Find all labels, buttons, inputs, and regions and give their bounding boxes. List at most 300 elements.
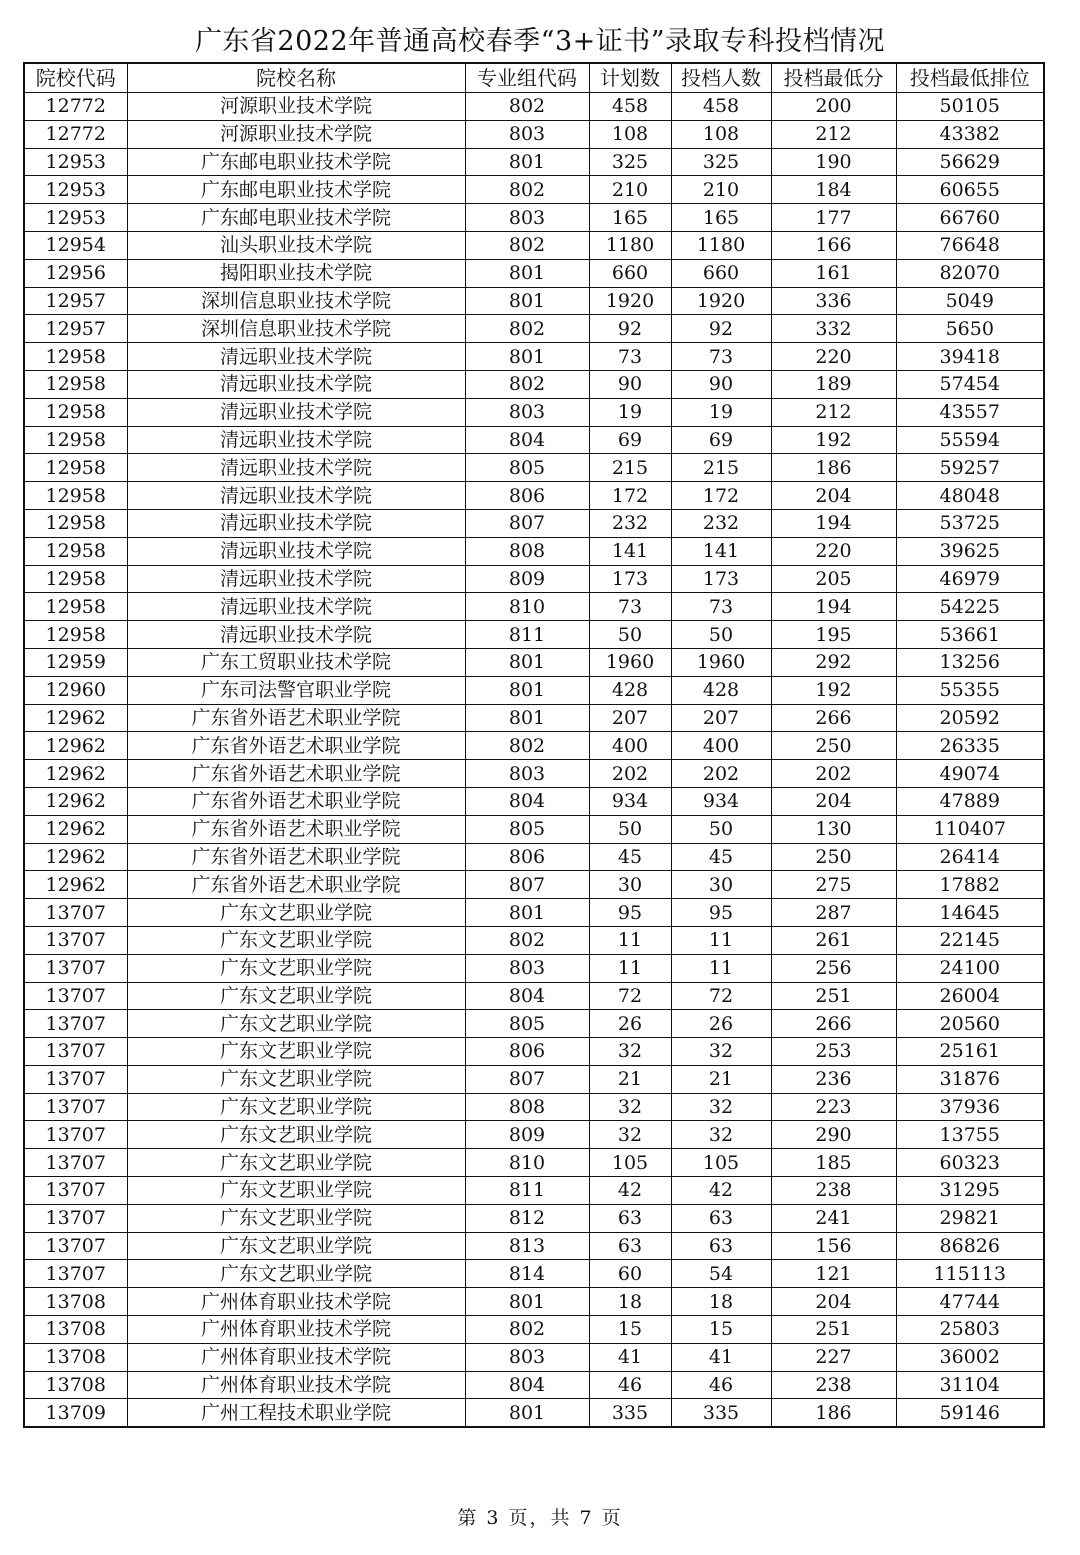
cell-school-name: 广东司法警官职业学院 xyxy=(127,676,465,704)
table-row xyxy=(24,231,1044,259)
cell-min-score: 220 xyxy=(771,537,896,565)
cell-school-code: 13707 xyxy=(24,899,127,927)
table-row xyxy=(24,93,1044,121)
cell-school-code: 12953 xyxy=(24,176,127,204)
cell-admitted-count: 42 xyxy=(671,1177,771,1205)
cell-group-code: 811 xyxy=(465,621,589,649)
cell-school-name: 广东文艺职业学院 xyxy=(127,1232,465,1260)
cell-min-score: 202 xyxy=(771,760,896,788)
cell-plan-count: 207 xyxy=(589,704,671,732)
cell-school-code: 12958 xyxy=(24,509,127,537)
cell-group-code: 810 xyxy=(465,1149,589,1177)
cell-school-name: 广东省外语艺术职业学院 xyxy=(127,704,465,732)
table-row xyxy=(24,1288,1044,1316)
cell-admitted-count: 1920 xyxy=(671,287,771,315)
cell-school-name: 清远职业技术学院 xyxy=(127,482,465,510)
table-row xyxy=(24,426,1044,454)
cell-group-code: 806 xyxy=(465,482,589,510)
cell-min-rank: 82070 xyxy=(896,259,1044,287)
cell-min-score: 266 xyxy=(771,1010,896,1038)
cell-min-rank: 14645 xyxy=(896,899,1044,927)
admission-table xyxy=(23,62,1045,1428)
cell-school-name: 广东文艺职业学院 xyxy=(127,1038,465,1066)
cell-min-rank: 5650 xyxy=(896,315,1044,343)
cell-school-code: 13707 xyxy=(24,1204,127,1232)
cell-admitted-count: 50 xyxy=(671,815,771,843)
cell-min-rank: 59257 xyxy=(896,454,1044,482)
page-title: 广东省2022年普通高校春季“3+证书”录取专科投档情况 xyxy=(194,26,886,57)
cell-group-code: 804 xyxy=(465,426,589,454)
cell-min-score: 251 xyxy=(771,982,896,1010)
cell-min-rank: 17882 xyxy=(896,871,1044,899)
cell-min-score: 194 xyxy=(771,593,896,621)
cell-group-code: 812 xyxy=(465,1204,589,1232)
header-min-score: 投档最低分 xyxy=(771,63,896,93)
cell-admitted-count: 660 xyxy=(671,259,771,287)
cell-school-name: 清远职业技术学院 xyxy=(127,454,465,482)
cell-admitted-count: 207 xyxy=(671,704,771,732)
cell-plan-count: 73 xyxy=(589,343,671,371)
cell-admitted-count: 45 xyxy=(671,843,771,871)
cell-plan-count: 18 xyxy=(589,1288,671,1316)
cell-min-score: 253 xyxy=(771,1038,896,1066)
cell-plan-count: 95 xyxy=(589,899,671,927)
cell-plan-count: 50 xyxy=(589,815,671,843)
cell-plan-count: 11 xyxy=(589,926,671,954)
cell-school-name: 清远职业技术学院 xyxy=(127,426,465,454)
cell-min-score: 290 xyxy=(771,1121,896,1149)
cell-group-code: 803 xyxy=(465,760,589,788)
cell-school-name: 清远职业技术学院 xyxy=(127,398,465,426)
cell-group-code: 808 xyxy=(465,537,589,565)
table-row xyxy=(24,537,1044,565)
cell-school-code: 13707 xyxy=(24,1260,127,1288)
cell-school-code: 12957 xyxy=(24,315,127,343)
header-admitted-count: 投档人数 xyxy=(671,63,771,93)
cell-min-score: 130 xyxy=(771,815,896,843)
cell-admitted-count: 46 xyxy=(671,1371,771,1399)
table-row xyxy=(24,204,1044,232)
cell-admitted-count: 50 xyxy=(671,621,771,649)
cell-min-rank: 54225 xyxy=(896,593,1044,621)
table-row xyxy=(24,1399,1044,1427)
cell-admitted-count: 32 xyxy=(671,1038,771,1066)
cell-group-code: 803 xyxy=(465,398,589,426)
cell-admitted-count: 458 xyxy=(671,93,771,121)
cell-min-rank: 37936 xyxy=(896,1093,1044,1121)
cell-min-rank: 46979 xyxy=(896,565,1044,593)
cell-school-code: 12772 xyxy=(24,93,127,121)
cell-school-name: 广东文艺职业学院 xyxy=(127,1093,465,1121)
cell-plan-count: 63 xyxy=(589,1204,671,1232)
header-group-code: 专业组代码 xyxy=(465,63,589,93)
cell-min-score: 192 xyxy=(771,426,896,454)
table-row xyxy=(24,648,1044,676)
cell-school-name: 清远职业技术学院 xyxy=(127,621,465,649)
cell-school-code: 13707 xyxy=(24,1093,127,1121)
cell-admitted-count: 202 xyxy=(671,760,771,788)
cell-school-code: 12960 xyxy=(24,676,127,704)
cell-min-rank: 36002 xyxy=(896,1343,1044,1371)
cell-min-score: 212 xyxy=(771,120,896,148)
table-row xyxy=(24,1121,1044,1149)
cell-admitted-count: 232 xyxy=(671,509,771,537)
cell-min-score: 250 xyxy=(771,843,896,871)
cell-group-code: 807 xyxy=(465,1065,589,1093)
cell-school-name: 清远职业技术学院 xyxy=(127,593,465,621)
cell-school-code: 12958 xyxy=(24,565,127,593)
cell-min-score: 192 xyxy=(771,676,896,704)
cell-school-name: 深圳信息职业技术学院 xyxy=(127,287,465,315)
cell-min-rank: 57454 xyxy=(896,370,1044,398)
cell-school-name: 清远职业技术学院 xyxy=(127,565,465,593)
cell-school-code: 13707 xyxy=(24,1010,127,1038)
cell-group-code: 804 xyxy=(465,982,589,1010)
cell-school-code: 12958 xyxy=(24,370,127,398)
cell-admitted-count: 54 xyxy=(671,1260,771,1288)
cell-school-code: 12958 xyxy=(24,454,127,482)
cell-group-code: 808 xyxy=(465,1093,589,1121)
cell-school-name: 广东文艺职业学院 xyxy=(127,1260,465,1288)
cell-min-score: 184 xyxy=(771,176,896,204)
cell-min-score: 156 xyxy=(771,1232,896,1260)
cell-group-code: 809 xyxy=(465,1121,589,1149)
table-row xyxy=(24,732,1044,760)
cell-school-code: 13707 xyxy=(24,1065,127,1093)
cell-school-name: 广东邮电职业技术学院 xyxy=(127,148,465,176)
table-row xyxy=(24,815,1044,843)
cell-min-rank: 53725 xyxy=(896,509,1044,537)
cell-plan-count: 232 xyxy=(589,509,671,537)
cell-plan-count: 210 xyxy=(589,176,671,204)
cell-group-code: 807 xyxy=(465,509,589,537)
cell-school-code: 13708 xyxy=(24,1371,127,1399)
cell-min-rank: 47889 xyxy=(896,787,1044,815)
cell-plan-count: 934 xyxy=(589,787,671,815)
cell-plan-count: 1180 xyxy=(589,231,671,259)
table-row xyxy=(24,259,1044,287)
table-row xyxy=(24,120,1044,148)
cell-min-rank: 86826 xyxy=(896,1232,1044,1260)
cell-min-score: 275 xyxy=(771,871,896,899)
cell-school-name: 广州体育职业技术学院 xyxy=(127,1316,465,1344)
cell-admitted-count: 173 xyxy=(671,565,771,593)
cell-admitted-count: 18 xyxy=(671,1288,771,1316)
cell-admitted-count: 15 xyxy=(671,1316,771,1344)
cell-plan-count: 32 xyxy=(589,1093,671,1121)
cell-plan-count: 26 xyxy=(589,1010,671,1038)
cell-min-score: 200 xyxy=(771,93,896,121)
cell-min-rank: 13755 xyxy=(896,1121,1044,1149)
table-row xyxy=(24,1371,1044,1399)
cell-school-code: 12962 xyxy=(24,871,127,899)
table-row xyxy=(24,899,1044,927)
cell-group-code: 803 xyxy=(465,120,589,148)
table-row xyxy=(24,760,1044,788)
table-row xyxy=(24,676,1044,704)
cell-min-score: 332 xyxy=(771,315,896,343)
cell-school-name: 河源职业技术学院 xyxy=(127,93,465,121)
cell-plan-count: 32 xyxy=(589,1121,671,1149)
cell-plan-count: 173 xyxy=(589,565,671,593)
cell-plan-count: 63 xyxy=(589,1232,671,1260)
cell-group-code: 801 xyxy=(465,287,589,315)
cell-school-code: 12957 xyxy=(24,287,127,315)
cell-group-code: 805 xyxy=(465,1010,589,1038)
cell-group-code: 814 xyxy=(465,1260,589,1288)
cell-admitted-count: 141 xyxy=(671,537,771,565)
cell-plan-count: 73 xyxy=(589,593,671,621)
cell-min-score: 205 xyxy=(771,565,896,593)
table-row xyxy=(24,1177,1044,1205)
table-row xyxy=(24,982,1044,1010)
cell-group-code: 809 xyxy=(465,565,589,593)
cell-school-name: 深圳信息职业技术学院 xyxy=(127,315,465,343)
cell-group-code: 802 xyxy=(465,1316,589,1344)
cell-plan-count: 90 xyxy=(589,370,671,398)
cell-school-code: 12962 xyxy=(24,732,127,760)
table-row xyxy=(24,704,1044,732)
cell-group-code: 801 xyxy=(465,1288,589,1316)
cell-school-name: 广东文艺职业学院 xyxy=(127,1010,465,1038)
cell-group-code: 803 xyxy=(465,204,589,232)
cell-group-code: 803 xyxy=(465,954,589,982)
cell-school-code: 12958 xyxy=(24,621,127,649)
cell-group-code: 801 xyxy=(465,648,589,676)
cell-min-rank: 50105 xyxy=(896,93,1044,121)
cell-plan-count: 215 xyxy=(589,454,671,482)
table-row xyxy=(24,148,1044,176)
cell-school-name: 广东文艺职业学院 xyxy=(127,1065,465,1093)
cell-plan-count: 335 xyxy=(589,1399,671,1427)
cell-plan-count: 15 xyxy=(589,1316,671,1344)
table-row xyxy=(24,1149,1044,1177)
cell-min-rank: 60323 xyxy=(896,1149,1044,1177)
table-row xyxy=(24,1093,1044,1121)
cell-plan-count: 21 xyxy=(589,1065,671,1093)
cell-school-code: 12962 xyxy=(24,704,127,732)
cell-min-score: 287 xyxy=(771,899,896,927)
cell-admitted-count: 26 xyxy=(671,1010,771,1038)
table-row xyxy=(24,343,1044,371)
cell-min-rank: 49074 xyxy=(896,760,1044,788)
cell-admitted-count: 934 xyxy=(671,787,771,815)
cell-school-code: 13707 xyxy=(24,1149,127,1177)
cell-admitted-count: 92 xyxy=(671,315,771,343)
cell-group-code: 802 xyxy=(465,93,589,121)
table-row xyxy=(24,843,1044,871)
cell-min-rank: 26335 xyxy=(896,732,1044,760)
cell-min-rank: 31104 xyxy=(896,1371,1044,1399)
table-row xyxy=(24,1038,1044,1066)
cell-min-score: 204 xyxy=(771,787,896,815)
cell-school-name: 广东文艺职业学院 xyxy=(127,899,465,927)
cell-plan-count: 428 xyxy=(589,676,671,704)
table-row xyxy=(24,1065,1044,1093)
cell-min-rank: 115113 xyxy=(896,1260,1044,1288)
cell-min-rank: 31295 xyxy=(896,1177,1044,1205)
cell-admitted-count: 63 xyxy=(671,1204,771,1232)
cell-min-rank: 39418 xyxy=(896,343,1044,371)
cell-group-code: 801 xyxy=(465,148,589,176)
cell-min-rank: 39625 xyxy=(896,537,1044,565)
cell-min-score: 241 xyxy=(771,1204,896,1232)
cell-school-name: 广东省外语艺术职业学院 xyxy=(127,815,465,843)
cell-min-score: 204 xyxy=(771,1288,896,1316)
cell-school-name: 广东工贸职业技术学院 xyxy=(127,648,465,676)
cell-plan-count: 46 xyxy=(589,1371,671,1399)
cell-min-rank: 53661 xyxy=(896,621,1044,649)
cell-min-rank: 66760 xyxy=(896,204,1044,232)
cell-admitted-count: 32 xyxy=(671,1121,771,1149)
cell-admitted-count: 32 xyxy=(671,1093,771,1121)
cell-group-code: 801 xyxy=(465,704,589,732)
cell-min-score: 195 xyxy=(771,621,896,649)
cell-school-name: 广州体育职业技术学院 xyxy=(127,1371,465,1399)
cell-admitted-count: 210 xyxy=(671,176,771,204)
cell-school-name: 广东文艺职业学院 xyxy=(127,926,465,954)
cell-school-code: 13707 xyxy=(24,1038,127,1066)
cell-min-score: 227 xyxy=(771,1343,896,1371)
header-plan-count: 计划数 xyxy=(589,63,671,93)
cell-school-name: 广东文艺职业学院 xyxy=(127,1121,465,1149)
cell-admitted-count: 105 xyxy=(671,1149,771,1177)
cell-min-rank: 20592 xyxy=(896,704,1044,732)
cell-group-code: 801 xyxy=(465,343,589,371)
cell-admitted-count: 30 xyxy=(671,871,771,899)
cell-min-score: 212 xyxy=(771,398,896,426)
cell-admitted-count: 335 xyxy=(671,1399,771,1427)
cell-group-code: 802 xyxy=(465,176,589,204)
cell-min-score: 336 xyxy=(771,287,896,315)
cell-group-code: 802 xyxy=(465,231,589,259)
cell-plan-count: 165 xyxy=(589,204,671,232)
table-header-row xyxy=(24,63,1044,93)
cell-min-rank: 55594 xyxy=(896,426,1044,454)
cell-min-rank: 55355 xyxy=(896,676,1044,704)
cell-min-score: 204 xyxy=(771,482,896,510)
cell-group-code: 806 xyxy=(465,843,589,871)
cell-school-name: 清远职业技术学院 xyxy=(127,509,465,537)
cell-school-name: 汕头职业技术学院 xyxy=(127,231,465,259)
table-body xyxy=(24,93,1044,1428)
cell-min-score: 161 xyxy=(771,259,896,287)
cell-plan-count: 60 xyxy=(589,1260,671,1288)
cell-min-rank: 25161 xyxy=(896,1038,1044,1066)
cell-admitted-count: 21 xyxy=(671,1065,771,1093)
cell-admitted-count: 428 xyxy=(671,676,771,704)
cell-school-name: 广东文艺职业学院 xyxy=(127,954,465,982)
cell-admitted-count: 400 xyxy=(671,732,771,760)
table-row xyxy=(24,176,1044,204)
cell-group-code: 813 xyxy=(465,1232,589,1260)
cell-min-score: 177 xyxy=(771,204,896,232)
cell-group-code: 802 xyxy=(465,370,589,398)
cell-school-name: 广州体育职业技术学院 xyxy=(127,1288,465,1316)
cell-plan-count: 41 xyxy=(589,1343,671,1371)
cell-plan-count: 202 xyxy=(589,760,671,788)
cell-admitted-count: 69 xyxy=(671,426,771,454)
cell-plan-count: 172 xyxy=(589,482,671,510)
table-row xyxy=(24,482,1044,510)
cell-min-rank: 76648 xyxy=(896,231,1044,259)
cell-min-rank: 31876 xyxy=(896,1065,1044,1093)
table-row xyxy=(24,509,1044,537)
cell-school-code: 12958 xyxy=(24,482,127,510)
cell-admitted-count: 108 xyxy=(671,120,771,148)
cell-school-name: 广东文艺职业学院 xyxy=(127,1149,465,1177)
cell-plan-count: 45 xyxy=(589,843,671,871)
table-row xyxy=(24,871,1044,899)
cell-school-code: 12953 xyxy=(24,148,127,176)
cell-plan-count: 325 xyxy=(589,148,671,176)
cell-school-name: 广东省外语艺术职业学院 xyxy=(127,787,465,815)
cell-school-code: 12958 xyxy=(24,537,127,565)
cell-group-code: 802 xyxy=(465,926,589,954)
cell-min-score: 238 xyxy=(771,1371,896,1399)
cell-min-score: 220 xyxy=(771,343,896,371)
cell-min-score: 261 xyxy=(771,926,896,954)
cell-admitted-count: 95 xyxy=(671,899,771,927)
cell-school-name: 广东文艺职业学院 xyxy=(127,1177,465,1205)
cell-school-code: 12958 xyxy=(24,426,127,454)
cell-school-code: 12958 xyxy=(24,343,127,371)
table-row xyxy=(24,315,1044,343)
cell-school-name: 清远职业技术学院 xyxy=(127,537,465,565)
cell-min-score: 238 xyxy=(771,1177,896,1205)
cell-min-score: 236 xyxy=(771,1065,896,1093)
cell-school-code: 12962 xyxy=(24,815,127,843)
cell-min-rank: 43557 xyxy=(896,398,1044,426)
cell-admitted-count: 1180 xyxy=(671,231,771,259)
cell-school-name: 广东省外语艺术职业学院 xyxy=(127,871,465,899)
cell-min-rank: 25803 xyxy=(896,1316,1044,1344)
cell-school-code: 13708 xyxy=(24,1288,127,1316)
cell-min-rank: 26414 xyxy=(896,843,1044,871)
cell-min-score: 190 xyxy=(771,148,896,176)
cell-school-name: 清远职业技术学院 xyxy=(127,343,465,371)
cell-school-name: 广州工程技术职业学院 xyxy=(127,1399,465,1427)
cell-school-name: 广东文艺职业学院 xyxy=(127,1204,465,1232)
table-row xyxy=(24,926,1044,954)
header-min-rank: 投档最低排位 xyxy=(896,63,1044,93)
cell-group-code: 804 xyxy=(465,1371,589,1399)
header-school-name: 院校名称 xyxy=(127,63,465,93)
cell-school-code: 12962 xyxy=(24,787,127,815)
cell-min-score: 194 xyxy=(771,509,896,537)
cell-admitted-count: 19 xyxy=(671,398,771,426)
table-row xyxy=(24,787,1044,815)
cell-school-code: 13707 xyxy=(24,1232,127,1260)
cell-school-code: 12772 xyxy=(24,120,127,148)
table-row xyxy=(24,398,1044,426)
cell-school-name: 广东省外语艺术职业学院 xyxy=(127,760,465,788)
cell-min-rank: 24100 xyxy=(896,954,1044,982)
cell-school-name: 广东邮电职业技术学院 xyxy=(127,204,465,232)
cell-group-code: 805 xyxy=(465,815,589,843)
table-row xyxy=(24,1204,1044,1232)
cell-admitted-count: 73 xyxy=(671,343,771,371)
cell-school-code: 13709 xyxy=(24,1399,127,1427)
cell-min-score: 223 xyxy=(771,1093,896,1121)
cell-plan-count: 30 xyxy=(589,871,671,899)
cell-school-code: 13707 xyxy=(24,926,127,954)
cell-min-rank: 26004 xyxy=(896,982,1044,1010)
cell-plan-count: 105 xyxy=(589,1149,671,1177)
cell-plan-count: 32 xyxy=(589,1038,671,1066)
cell-group-code: 810 xyxy=(465,593,589,621)
table-row xyxy=(24,1260,1044,1288)
